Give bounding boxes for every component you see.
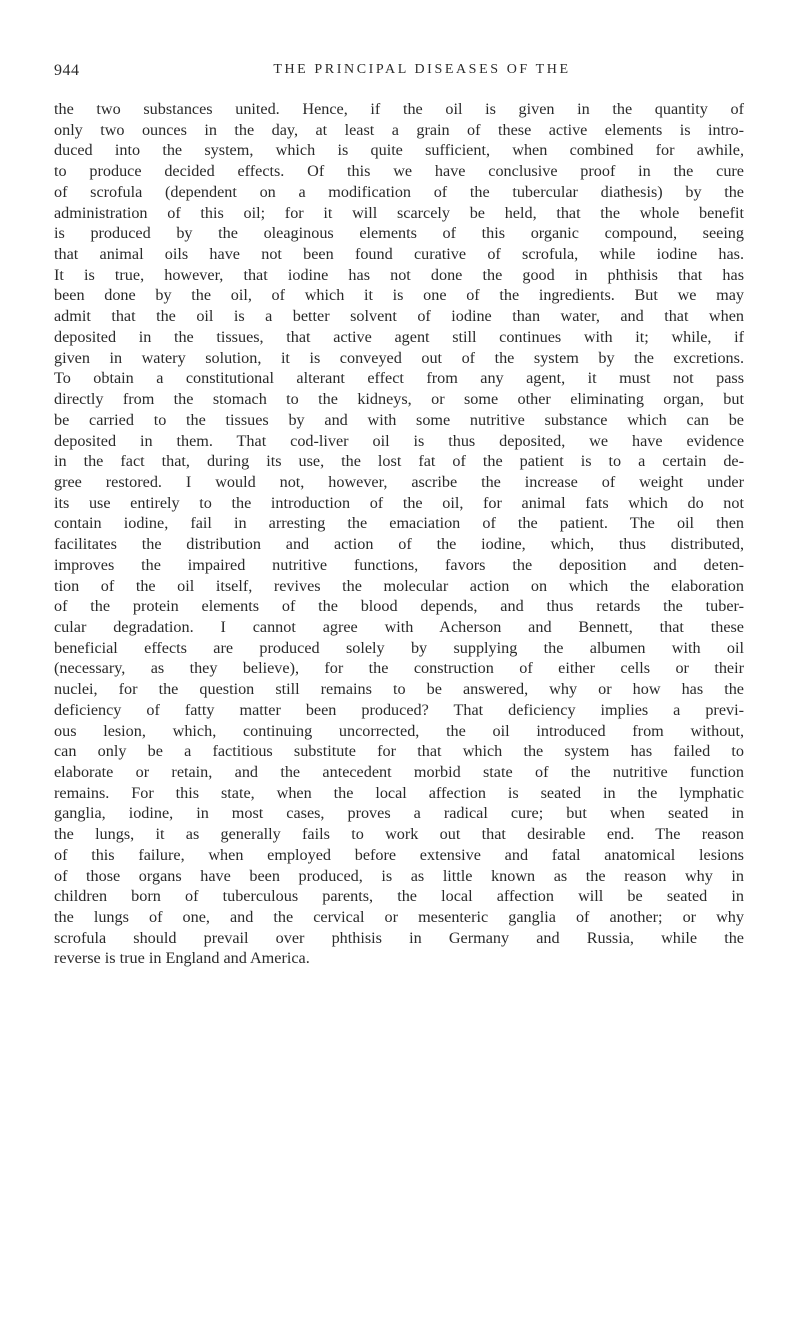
text-line: improves the impaired nutritive functions, favors the deposition and deten- bbox=[54, 555, 744, 574]
text-line: that animal oils have not been found curative of scrofula, while iodine has. bbox=[54, 245, 744, 264]
text-line: beneficial effects are produced solely by supplying the albumen with oil bbox=[54, 638, 744, 657]
text-line: the lungs of one, and the cervical or mesenteric ganglia of another; or why bbox=[54, 908, 744, 927]
text-line: ganglia, iodine, in most cases, proves a radical cure; but when seated in bbox=[54, 804, 744, 823]
running-title: THE PRINCIPAL DISEASES OF THE bbox=[273, 62, 571, 77]
text-line: children born of tuberculous parents, the local affection will be seated in bbox=[54, 887, 744, 906]
text-line: administration of this oil; for it will scarcely be held, that the whole benefit bbox=[54, 203, 744, 222]
text-line: contain iodine, fail in arresting the emaciation of the patient. The oil then bbox=[54, 514, 744, 533]
body-paragraph bbox=[54, 99, 744, 969]
text-line: It is true, however, that iodine has not done the good in phthisis that has bbox=[54, 265, 744, 284]
page-number: 944 bbox=[54, 62, 80, 79]
text-line: tion of the oil itself, revives the molecular action on which the elaboration bbox=[54, 576, 744, 595]
text-line: can only be a factitious substitute for that which the system has failed to bbox=[54, 742, 744, 761]
text-line: ous lesion, which, continuing uncorrected, the oil introduced from without, bbox=[54, 721, 744, 740]
text-line: scrofula should prevail over phthisis in Germany and Russia, while the bbox=[54, 928, 744, 947]
text-line: deficiency of fatty matter been produced? That deficiency implies a previ- bbox=[54, 700, 744, 719]
text-line: be carried to the tissues by and with some nutritive substance which can be bbox=[54, 410, 744, 429]
text-line: the lungs, it as generally fails to work out that desirable end. The reason bbox=[54, 825, 744, 844]
text-line: remains. For this state, when the local affection is seated in the lymphatic bbox=[54, 783, 744, 802]
text-line: To obtain a constitutional alterant effect from any agent, it must not pass bbox=[54, 369, 744, 388]
text-line: gree restored. I would not, however, ascribe the increase of weight under bbox=[54, 472, 744, 491]
text-line: the two substances united. Hence, if the oil is given in the quantity of bbox=[54, 100, 744, 118]
text-line: deposited in them. That cod-liver oil is thus deposited, we have evidence bbox=[54, 431, 744, 450]
text-line: admit that the oil is a better solvent of iodine than water, and that when bbox=[54, 307, 744, 326]
text-line: facilitates the distribution and action of the iodine, which, thus distributed, bbox=[54, 535, 744, 554]
text-line: in the fact that, during its use, the lost fat of the patient is to a certain de- bbox=[54, 452, 744, 471]
text-line: directly from the stomach to the kidneys, or some other eliminating organ, but bbox=[54, 390, 744, 409]
text-line: is produced by the oleaginous elements of this organic compound, seeing bbox=[54, 224, 744, 243]
text-line: of the protein elements of the blood depends, and thus retards the tuber- bbox=[54, 597, 744, 616]
text-line: of those organs have been produced, is as little known as the reason why in bbox=[54, 866, 744, 885]
text-line: nuclei, for the question still remains to be answered, why or how has the bbox=[54, 680, 744, 699]
text-line: (necessary, as they believe), for the construction of either cells or their bbox=[54, 659, 744, 678]
text-line: to produce decided effects. Of this we have conclusive proof in the cure bbox=[54, 162, 744, 181]
text-line: deposited in the tissues, that active agent still continues with it; while, if bbox=[54, 327, 744, 346]
text-line: only two ounces in the day, at least a grain of these active elements is intro- bbox=[54, 120, 744, 139]
text-line: of scrofula (dependent on a modification of the tubercular diathesis) by the bbox=[54, 182, 744, 201]
text-line: elaborate or retain, and the antecedent morbid state of the nutritive function bbox=[54, 763, 744, 781]
text-line: given in watery solution, it is conveyed out of the system by the excretions. bbox=[54, 348, 744, 367]
text-line: of this failure, when employed before extensive and fatal anatomical lesions bbox=[54, 845, 744, 864]
text-line: been done by the oil, of which it is one of the ingredients. But we may bbox=[54, 286, 744, 305]
text-line: cular degradation. I cannot agree with Acherson and Bennett, that these bbox=[54, 617, 744, 636]
text-line: reverse is true in England and America. bbox=[54, 949, 310, 968]
running-head bbox=[52, 62, 752, 86]
text-line: duced into the system, which is quite sufficient, when combined for awhile, bbox=[54, 141, 744, 160]
text-line: its use entirely to the introduction of the oil, for animal fats which do not bbox=[54, 493, 744, 512]
